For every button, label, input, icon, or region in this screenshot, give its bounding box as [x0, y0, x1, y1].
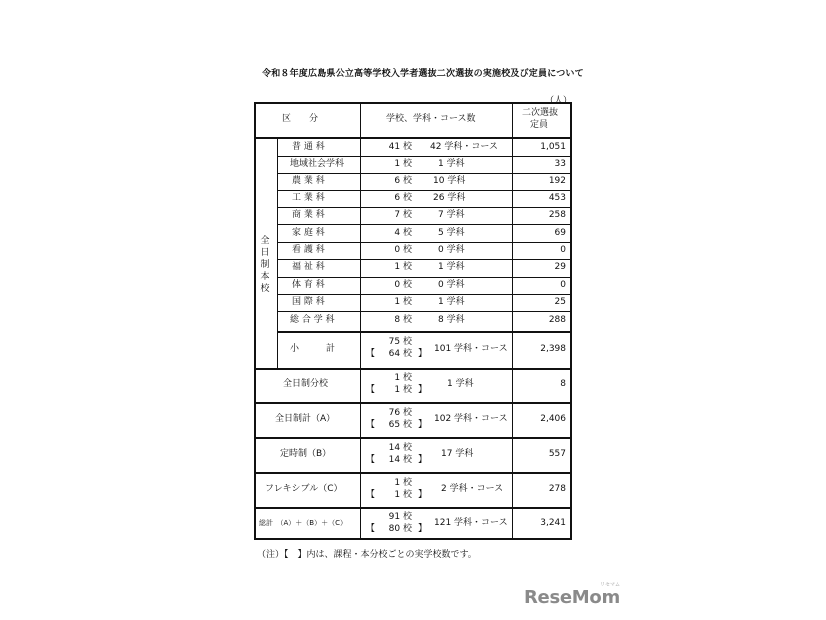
row-label: 農 業 科 — [292, 176, 325, 186]
row-courses: 8 学科 — [438, 315, 465, 325]
parttime-schools: 14 校 — [388, 443, 412, 453]
row-quota: 288 — [548, 315, 566, 325]
fulltime-total-actual: 65 校 — [388, 420, 412, 430]
section-line — [254, 368, 572, 370]
grand-total-schools: 91 校 — [388, 512, 412, 522]
row-courses: 42 学科・コース — [430, 142, 498, 152]
section-line — [254, 437, 572, 439]
fulltime-total-label: 全日制計（A） — [275, 414, 336, 424]
subtotal-quota: 2,398 — [540, 344, 566, 354]
row-quota: 258 — [548, 210, 566, 220]
subtotal-schools: 75 校 — [388, 337, 412, 347]
row-quota: 192 — [548, 176, 566, 186]
row-label: 体 育 科 — [292, 280, 325, 290]
header-quota-line1: 二次選抜 — [522, 108, 559, 118]
row-label: 総 合 学 科 — [290, 315, 335, 325]
row-schools: 1 校 — [394, 159, 412, 169]
bracket-open: 【 — [366, 349, 376, 359]
col-line-1 — [360, 102, 361, 540]
col-line-2 — [512, 102, 513, 540]
logo-text: ReseMom — [524, 587, 620, 608]
row-line — [277, 242, 572, 243]
parttime-actual: 14 校 — [388, 455, 412, 465]
flexible-actual: 1 校 — [394, 490, 412, 500]
row-label: 福 祉 科 — [292, 262, 325, 272]
bracket-close: 】 — [418, 420, 428, 430]
row-courses: 7 学科 — [438, 210, 465, 220]
bracket-close: 】 — [418, 455, 428, 465]
header-quota-line2: 定員 — [530, 120, 549, 130]
bracket-open: 【 — [366, 490, 376, 500]
row-schools: 4 校 — [394, 228, 412, 238]
logo-subtext: リセマム — [600, 582, 620, 588]
subtotal-top-line — [277, 331, 572, 333]
header-category: 区 分 — [282, 114, 319, 124]
row-label: 国 際 科 — [292, 297, 325, 307]
row-courses: 26 学科 — [433, 193, 466, 203]
row-line — [277, 259, 572, 260]
footnote: （注）【 】内は、課程・本分校ごとの実学校数です。 — [257, 550, 477, 560]
branch-courses: 1 学科 — [447, 379, 474, 389]
row-courses: 0 学科 — [438, 280, 465, 290]
row-courses: 1 学科 — [438, 159, 465, 169]
section-line — [254, 507, 572, 509]
bracket-close: 】 — [418, 490, 428, 500]
section-line — [254, 402, 572, 404]
row-schools: 0 校 — [394, 245, 412, 255]
subtotal-actual: 64 校 — [388, 349, 412, 359]
flexible-quota: 278 — [548, 484, 566, 494]
flexible-label: フレキシブル（C） — [265, 484, 343, 494]
row-quota: 69 — [554, 228, 566, 238]
row-label: 地域社会学科 — [290, 159, 345, 169]
row-schools: 8 校 — [394, 315, 412, 325]
subtotal-courses: 101 学科・コース — [434, 344, 508, 354]
header-schools-courses: 学校、学科・コース数 — [386, 114, 476, 124]
group-label-fulltime-main: 全日制本校 — [260, 236, 270, 294]
row-schools: 0 校 — [394, 280, 412, 290]
row-schools: 6 校 — [394, 176, 412, 186]
row-courses: 10 学科 — [433, 176, 466, 186]
row-quota: 25 — [554, 297, 566, 307]
flexible-courses: 2 学科・コース — [441, 484, 504, 494]
row-line — [277, 277, 572, 278]
grand-total-actual: 80 校 — [388, 524, 412, 534]
row-line — [277, 311, 572, 312]
unit-label: （人） — [545, 96, 573, 106]
row-label: 普 通 科 — [292, 142, 325, 152]
grand-total-courses: 121 学科・コース — [434, 518, 508, 528]
branch-label: 全日制分校 — [283, 379, 329, 389]
row-courses: 1 学科 — [438, 262, 465, 272]
branch-quota: 8 — [560, 379, 566, 389]
row-schools: 41 校 — [388, 142, 412, 152]
branch-actual: 1 校 — [394, 385, 412, 395]
fulltime-total-schools: 76 校 — [388, 408, 412, 418]
resemom-logo — [524, 582, 620, 608]
bracket-open: 【 — [366, 385, 376, 395]
row-label: 家 庭 科 — [292, 228, 325, 238]
bracket-open: 【 — [366, 455, 376, 465]
row-quota: 33 — [554, 159, 566, 169]
header-separator — [254, 137, 572, 139]
bracket-close: 】 — [418, 524, 428, 534]
row-line — [277, 294, 572, 295]
row-quota: 0 — [560, 280, 566, 290]
row-schools: 7 校 — [394, 210, 412, 220]
row-quota: 0 — [560, 245, 566, 255]
row-schools: 1 校 — [394, 297, 412, 307]
row-schools: 6 校 — [394, 193, 412, 203]
row-quota: 453 — [548, 193, 566, 203]
row-courses: 1 学科 — [438, 297, 465, 307]
bracket-close: 】 — [418, 349, 428, 359]
flexible-schools: 1 校 — [394, 478, 412, 488]
parttime-quota: 557 — [548, 449, 566, 459]
row-courses: 0 学科 — [438, 245, 465, 255]
row-line — [277, 190, 572, 191]
row-line — [277, 224, 572, 225]
bracket-open: 【 — [366, 524, 376, 534]
bracket-close: 】 — [418, 385, 428, 395]
row-line — [277, 173, 572, 174]
document-title: 令和８年度広島県公立高等学校入学者選抜二次選抜の実施校及び定員について — [262, 69, 584, 79]
section-line — [254, 472, 572, 474]
row-line — [277, 207, 572, 208]
row-label: 看 護 科 — [292, 245, 325, 255]
parttime-courses: 17 学科 — [441, 449, 474, 459]
bracket-open: 【 — [366, 420, 376, 430]
row-courses: 5 学科 — [438, 228, 465, 238]
row-label: 工 業 科 — [292, 193, 325, 203]
row-schools: 1 校 — [394, 262, 412, 272]
fulltime-total-quota: 2,406 — [540, 414, 566, 424]
branch-schools: 1 校 — [394, 373, 412, 383]
parttime-label: 定時制（B） — [280, 449, 332, 459]
grand-total-label: 総計 （A）＋（B）＋（C） — [259, 519, 347, 527]
subtotal-label: 小 計 — [290, 344, 336, 354]
row-quota: 29 — [554, 262, 566, 272]
fulltime-total-courses: 102 学科・コース — [434, 414, 508, 424]
row-quota: 1,051 — [540, 142, 566, 152]
grand-total-quota: 3,241 — [540, 518, 566, 528]
row-line — [277, 156, 572, 157]
row-label: 商 業 科 — [292, 210, 325, 220]
